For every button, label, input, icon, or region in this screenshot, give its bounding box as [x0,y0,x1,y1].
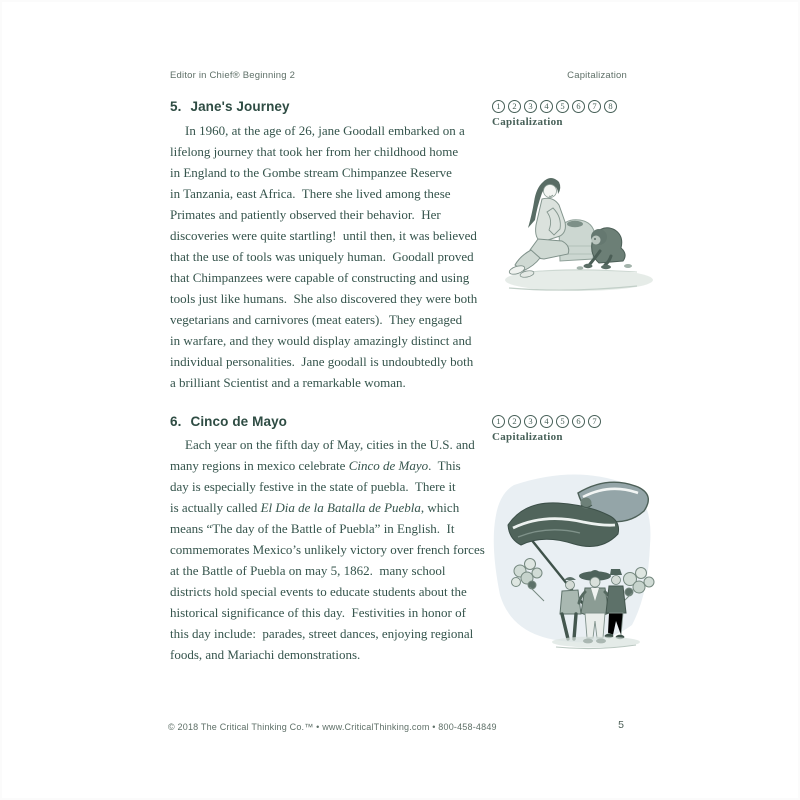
text: In 1960, at the age of 26, jane Goodall embarked on a [185,123,465,138]
answer-count-circle: 5 [556,415,569,428]
text-line [170,225,477,246]
answer-count-circle: 1 [492,100,505,113]
answer-count-circle: 7 [588,100,601,113]
text-line [170,623,485,644]
answer-category-label: Capitalization [492,431,563,443]
text: is actually called [170,500,261,515]
text-line [170,560,485,581]
text: commemorates Mexico’s unlikely victory over french forces [170,542,485,557]
answer-circles-row [492,415,662,428]
section-5-paragraph [170,120,477,393]
text-line [170,476,485,497]
answer-circles-row [492,100,662,113]
text: foods, and Mariachi demonstrations. [170,647,361,662]
text: a brilliant Scientist and a remarkable woman. [170,375,406,390]
section-5-heading [170,99,290,114]
answer-count-circle: 3 [524,100,537,113]
footer-copyright: © 2018 The Critical Thinking Co.™ • www.CriticalThinking.com • 800-458-4849 [168,722,497,732]
section-6-heading [170,414,287,429]
section-number: 6. [170,414,182,429]
running-header-book-title: Editor in Chief® Beginning 2 [170,70,296,81]
jane-goodall-chimpanzee-image [487,162,655,300]
text: , which [420,500,460,515]
text: day is especially festive in the state of puebla. There it [170,479,456,494]
text-line [170,288,477,309]
section-6-answer-tally [492,415,662,443]
text-line [170,581,485,602]
section-title: Cinco de Mayo [190,414,288,429]
text: lifelong journey that took her from her childhood home [170,144,459,159]
text: at the Battle of Puebla on may 5, 1862. many school [170,563,446,578]
text-line [170,309,477,330]
text-line [170,267,477,288]
text-line [170,162,477,183]
section-6-paragraph [170,434,485,665]
text-line [170,372,477,393]
answer-count-circle: 6 [572,100,585,113]
jane-goodall-chimpanzee-illustration [487,162,655,305]
answer-count-circle: 7 [588,415,601,428]
answer-count-circle: 1 [492,415,505,428]
section-title: Jane's Journey [190,99,290,114]
italic-text: Cinco de Mayo [348,458,429,473]
cinco-de-mayo-parade-illustration [482,463,660,658]
text-line [170,204,477,225]
text-line [170,518,485,539]
page-number: 5 [618,719,624,731]
text: historical significance of this day. Festivities in honor of [170,605,466,620]
answer-count-circle: 4 [540,100,553,113]
text-line [170,644,485,665]
answer-count-circle: 2 [508,100,521,113]
text: vegetarians and carnivores (meat eaters). They engaged [170,312,463,327]
text: that Chimpanzees were capable of constructing and using [170,270,470,285]
answer-count-circle: 3 [524,415,537,428]
text: in warfare, and they would display amazingly distinct and [170,333,472,348]
italic-text: El Dia de la Batalla de Puebla [260,500,421,515]
text-line [170,120,477,141]
text: Primates and patiently observed their behavior. Her [170,207,441,222]
text: . This [428,458,461,473]
text: this day include: parades, street dances, enjoying regional [170,626,474,641]
running-header-category: Capitalization [567,70,627,81]
answer-count-circle: 4 [540,415,553,428]
text: Each year on the fifth day of May, cities in the U.S. and [185,437,475,452]
text: in Tanzania, east Africa. There she lived among these [170,186,451,201]
text-line [170,539,485,560]
section-number: 5. [170,99,182,114]
text: that the use of tools was uniquely human. Goodall proved [170,249,474,264]
text-line [170,497,485,518]
text: tools just like humans. She also discovered they were both [170,291,478,306]
text-line [170,351,477,372]
text: means “The day of the Battle of Puebla” in English. It [170,521,455,536]
text: discoveries were quite startling! until then, it was believed [170,228,477,243]
text-line [170,246,477,267]
section-5-answer-tally [492,100,662,128]
text: in England to the Gombe stream Chimpanzee Reserve [170,165,452,180]
text-line [170,434,485,455]
text-line [170,141,477,162]
text: many regions in mexico celebrate [170,458,349,473]
answer-count-circle: 8 [604,100,617,113]
text: districts hold special events to educate students about the [170,584,467,599]
answer-category-label: Capitalization [492,116,563,128]
text-line [170,330,477,351]
text-line [170,602,485,623]
text: individual personalities. Jane goodall is undoubtedly both [170,354,474,369]
cinco-de-mayo-parade-image [482,463,660,653]
text-line [170,455,485,476]
answer-count-circle: 6 [572,415,585,428]
text-line [170,183,477,204]
answer-count-circle: 5 [556,100,569,113]
answer-count-circle: 2 [508,415,521,428]
